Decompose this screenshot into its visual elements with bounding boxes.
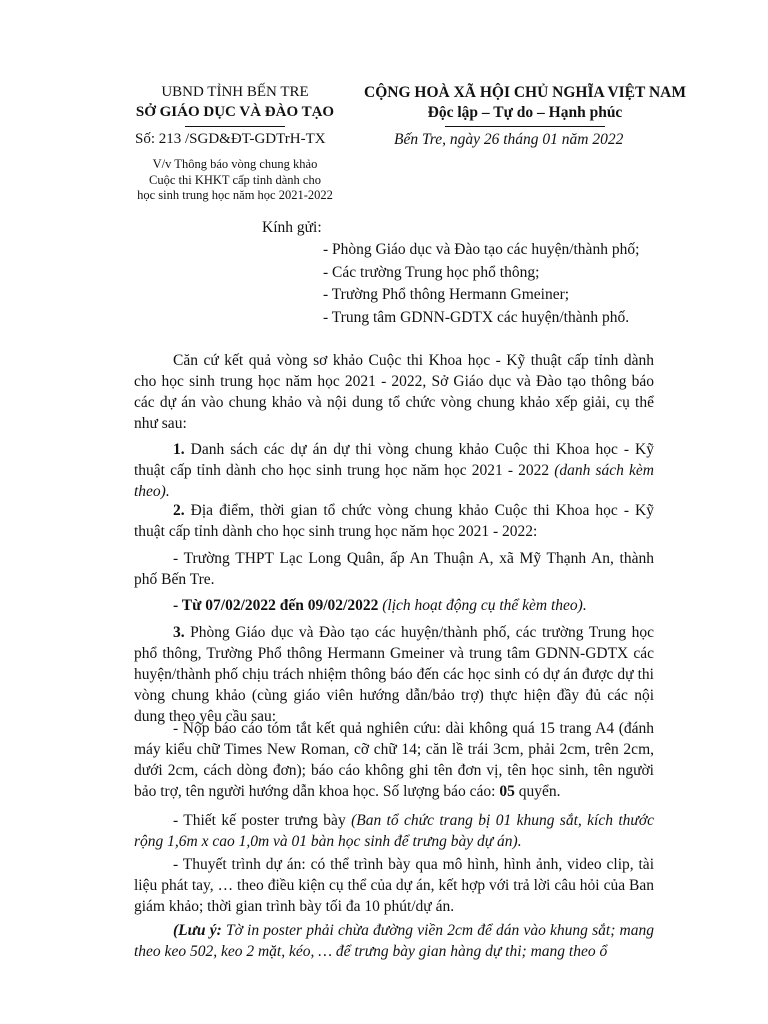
section-number: 1.: [173, 441, 185, 458]
section-3-paragraph: [134, 622, 654, 727]
department-name: SỞ GIÁO DỤC VÀ ĐÀO TẠO: [135, 104, 335, 120]
subject-line: Cuộc thi KHKT cấp tỉnh dành cho: [149, 172, 321, 187]
report-count: 05: [499, 783, 515, 800]
subject-line: V/v Thông báo vòng chung khảo: [152, 157, 318, 171]
section-text: Danh sách các dự án dự thi vòng chung khảo Cuộc thi Khoa học - Kỹ thuật cấp tỉnh dành cho học sinh trung học năm học 2021 - 2022: [134, 441, 654, 479]
national-motto: Độc lập – Tự do – Hạnh phúc: [427, 104, 623, 121]
report-requirement: [134, 718, 654, 802]
poster-text: - Thiết kế poster trưng bày: [173, 812, 352, 829]
agency-name: UBND TỈNH BẾN TRE: [161, 84, 309, 100]
intro-paragraph: Căn cứ kết quả vòng sơ khảo Cuộc thi Khoa học - Kỹ thuật cấp tỉnh dành cho học sinh trung học năm học 2021 - 2022, Sở Giáo dục và Đào tạo thông báo các dự án vào chung khảo và nội dung tổ chức vòng chung khảo xếp giải, cụ thể như sau:: [134, 352, 654, 432]
subject-line: học sinh trung học năm học 2021-2022: [137, 188, 333, 202]
poster-note: (Ban tổ chức trang bị 01 khung sắt, kích thước rộng 1,6m x cao 1,0m và 01 bàn học sinh để trưng bày dự án).: [134, 812, 654, 850]
poster-requirement: [134, 810, 654, 852]
section-text: Phòng Giáo dục và Đào tạo các huyện/thành phố, các trường Trung học phổ thông, Trường Phổ thông Hermann Gmeiner và trung tâm GDNN-GDTX các huyện/thành phố chịu trách nhiệm thông báo đến các học sinh có dự án được dự thi vòng chung khảo (cùng giáo viên hướng dẫn/bảo trợ) thực hiện đầy đủ các nội dung theo yêu cầu sau:: [134, 624, 654, 725]
section-note: (danh sách kèm theo).: [134, 462, 655, 500]
place-date: Bến Tre, ngày 26 tháng 01 năm 2022: [394, 131, 624, 148]
section-1-paragraph: [134, 439, 654, 502]
note-text: Tờ in poster phải chừa đường viền 2cm để dán vào khung sắt; mang theo keo 502, keo 2 mặt, kéo, … để trưng bày gian hàng dự thi; mang theo ổ: [134, 922, 655, 960]
recipient-item: - Phòng Giáo dục và Đào tạo các huyện/thành phố;: [323, 241, 640, 258]
republic-title: CỘNG HOÀ XÃ HỘI CHỦ NGHĨA VIỆT NAM: [364, 84, 686, 101]
time-note: (lịch hoạt động cụ thể kèm theo).: [382, 597, 587, 614]
section-number: 2.: [173, 502, 185, 519]
section-number: 3.: [173, 624, 185, 641]
time-text: - Từ 07/02/2022 đến 09/02/2022: [173, 597, 383, 614]
greeting: Kính gửi:: [262, 219, 322, 236]
venue-line: - Trường THPT Lạc Long Quân, ấp An Thuận A, xã Mỹ Thạnh An, thành phố Bến Tre.: [134, 550, 654, 588]
document-number: Số: 213 /SGD&ĐT-GDTrH-TX: [135, 131, 326, 147]
department-underline: [185, 126, 285, 127]
motto-underline: [445, 126, 605, 127]
recipient-item: - Trung tâm GDNN-GDTX các huyện/thành phố.: [323, 309, 630, 326]
presentation-requirement: - Thuyết trình dự án: có thể trình bày qua mô hình, hình ảnh, video clip, tài liệu phát tay, … theo điều kiện cụ thể của dự án, kết hợp với trả lời câu hỏi của Ban giám khảo; thời gian trình bày tối đa 10 phút/dự án.: [134, 856, 654, 915]
recipient-item: - Các trường Trung học phổ thông;: [323, 264, 540, 281]
report-text: - Nộp báo cáo tóm tắt kết quả nghiên cứu: dài không quá 15 trang A4 (đánh máy kiểu chữ Times New Roman, cỡ chữ 14; căn lề trái 3cm, phải 2cm, trên 2cm, dưới 2cm, cách dòng đơn); báo cáo không ghi tên đơn vị, tên học sinh, tên người bảo trợ, tên người hướng dẫn khoa học. Số lượng báo cáo:: [134, 720, 654, 800]
note-paragraph: [134, 920, 654, 962]
report-end: quyển.: [514, 783, 561, 800]
time-line: [134, 595, 654, 616]
note-label: (Lưu ý:: [173, 922, 222, 939]
section-text: Địa điểm, thời gian tổ chức vòng chung khảo Cuộc thi Khoa học - Kỹ thuật cấp tỉnh dành cho học sinh trung học năm học 2021 - 2022:: [134, 502, 654, 540]
recipient-item: - Trường Phổ thông Hermann Gmeiner;: [323, 286, 570, 303]
document-subject: [100, 157, 370, 204]
section-2-paragraph: [134, 500, 654, 542]
